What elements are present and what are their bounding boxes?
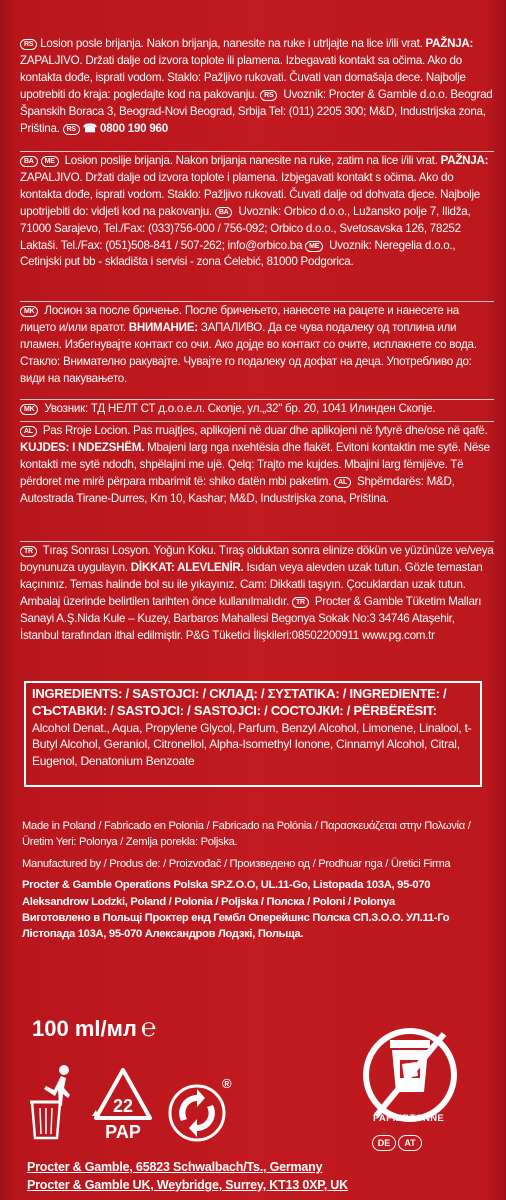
- section-tr: [20, 543, 494, 644]
- country-badge-rs: RS: [20, 39, 37, 50]
- ingredients-heading: INGREDIENTS: / SASTOJCI: / СКЛАД: / ΣΥΣΤΑΤΙΚΑ: / INGREDIENTE: / СЪСТАВКИ: / SASTOJCI: / SASTOJCI: / СОСТОЈКИ: / PËRBËRËSIT:: [32, 686, 447, 718]
- section-rs: [20, 36, 494, 137]
- green-dot-icon: [167, 1083, 227, 1143]
- divider-5: [20, 541, 494, 542]
- origin-text: Made in Poland / Fabricado en Polonia / Fabricado na Polónia / Παρασκευάζεται στην Πολωνία / Üretim Yeri: Polonya / Zemlja porekla: Poljska.: [22, 820, 471, 849]
- volume-text: 100 ml/мл: [32, 1016, 137, 1041]
- al-text-1: Pas Rroje Locion. Pas rruajtjes, aplikojeni në duar dhe aplikojeni në fytyrë dhe/ose në qafë.: [39, 424, 488, 437]
- manufacturing-info: [22, 818, 496, 943]
- al-text-2: Mbajeni larg nga nxehtësia dhe flakët. Evitoni kontaktin me sytë. Nëse kontakti me sytë ndodh, shpëlajini me ujë. Qelq: Trajto me kujdes. Mbajini larg fëmijëve. Të përdoret me mirë përpara mbarimit të: shiko datën mbi paketim.: [20, 440, 490, 488]
- tr-warning: DİKKAT: ALEVLENİR.: [130, 560, 244, 574]
- country-badge-tr-2: TR: [292, 597, 309, 608]
- manufacturer-address: Procter & Gamble Operations Polska SP.Z.O.O, UL.11-Go, Listopada 103A, 95-070 Aleksandrow Lodzki, Poland / Polonia / Poljska / Полска / Poloni / Polonya: [22, 879, 431, 908]
- rs-text-2: ZAPALJIVO. Držati dalje od izvora toplote ili plamena. Izbegavati kontakt sa očima. Ako do kontakta dođe, isprati vodom. Staklo: Pažljivo rukovati. Čuvati van domašaja dece. Najbolje upotrebiti do kraja: pogledajte kod na pakovanju.: [20, 53, 466, 101]
- country-badge-rs-3: RS: [63, 124, 80, 135]
- mk-warning: ВНИМАНИЕ:: [128, 320, 198, 334]
- country-badge-mk-2: MK: [20, 404, 38, 415]
- country-badge-al: AL: [20, 426, 37, 437]
- manufacturer-ua: Виготовлено в Польщі Проктер енд Гембл Оперейшнс Полска СП.З.О.О. УЛ.11-Го Лістопада 103А, 95-070 Александров Лодзкі, Польща.: [22, 912, 450, 941]
- rs-warning: PAŽNJA:: [425, 37, 474, 50]
- manufactured-by-text: Manufactured by / Produs de: / Proizvođač / Произведено од / Prodhuar nga / Üretici Firma: [22, 857, 451, 870]
- ba-text-1: Losion poslije brijanja. Nakon brijanja nanesite na ruke, zatim na lice i/ili vrat.: [61, 154, 441, 167]
- ba-text-2: ZAPALJIVO. Držati dalje od izvora toplote i plamena. Izbjegavati kontakt s očima. Ako do kontakta dođe, isprati vodom. Staklo: Pažljivo rukovati. Čuvati dalje od dohvata djece. Najbolje upotrijebiti do: vidjeti kod na pakovanju.: [20, 170, 480, 218]
- address-uk: Procter & Gamble UK, Weybridge, Surrey, KT13 0XP, UK: [27, 1178, 348, 1192]
- badge-de: DE: [372, 1135, 396, 1151]
- badge-at: AT: [398, 1135, 422, 1151]
- al-warning: KUJDES: I NDEZSHËM.: [20, 440, 145, 454]
- ingredients-text: [32, 686, 474, 770]
- divider-3: [20, 399, 494, 400]
- section-al: [20, 423, 494, 508]
- section-mk: [20, 303, 494, 388]
- papiertonne-label: PAPIERTONNE: [373, 1113, 445, 1124]
- country-badge-ba: BA: [20, 156, 38, 167]
- ba-text-4: Uvoznik: Neregelia d.o.o., Cetinjski put bb - skladišta i servisi - zona Ćelebić, 81000 Podgorica.: [20, 238, 456, 269]
- divider-2: [20, 301, 494, 302]
- estimate-sign: ℮: [140, 1012, 157, 1042]
- pap-number: 22: [112, 1096, 134, 1116]
- pap-label: PAP: [105, 1122, 141, 1142]
- ba-warning: PAŽNJA:: [440, 154, 489, 167]
- rs-text-1: Losion posle brijanja. Nakon brijanja, nanesite na ruke i utrljajte na lice i/ili vrat.: [40, 37, 426, 50]
- ingredients-box: [24, 681, 482, 787]
- country-badge-ba-2: BA: [215, 207, 233, 218]
- country-badge-me: ME: [41, 156, 59, 167]
- registered-mark: ®: [222, 1076, 232, 1091]
- mk-text-3: Увозник: ТД НЕЛТ СТ д.о.о.е.л. Скопје, ул.„32" бр. 20, 1041 Илинден Скопје.: [41, 402, 436, 415]
- divider-4: [20, 421, 494, 422]
- country-badge-rs-2: RS: [260, 90, 277, 101]
- section-mk-importer: [20, 401, 494, 418]
- divider-1: [20, 151, 494, 152]
- tidyman-icon: [26, 1062, 76, 1142]
- mk-text-2: ЗАПАЛИВО. Да се чува подалеку од топлина или пламен. Избегнувајте контакт со очи. Ако дојде во контакт со очите, исплакнете со вода. Стакло: Внимателно ракувајте. Чувајте го подалеку од дофат на деца. Употребливо до: види на пакувањето.: [20, 320, 477, 385]
- volume-label: [32, 1012, 156, 1043]
- country-badge-me-2: ME: [305, 241, 323, 252]
- section-ba-me: [20, 153, 494, 271]
- address-germany: Procter & Gamble, 65823 Schwalbach/Ts., Germany: [27, 1160, 323, 1174]
- rs-text-3: Uvoznik: Procter & Gamble d.o.o. Beograd Španskih Boraca 3, Beograd-Novi Beograd, Srbija Tel: (011) 2205 300; M&D, Industrijska zona, Priština.: [20, 87, 493, 135]
- mk-text-1: Лосион за после бричење. После бричењето, нанесете на рацете и нанесете на лицето и/или вратот.: [20, 304, 459, 334]
- tr-text-1: Tıraş Sonrası Losyon. Yoğun Koku. Tıraş olduktan sonra elinize dökün ve yüzünüze ve/veya boynunuza uygulayın.: [20, 544, 494, 574]
- country-badge-tr: TR: [20, 546, 37, 557]
- tr-text-2: Isıdan veya alevden uzak tutun. Gözle temastan kaçınınız. Temas halinde bol su ile yıkayınız. Cam: Dikkatli taşıyın. Çocuklardan uzak tutun. Ambalaj üzerinde belirtilen tarihten önce kullanılmalıdır.: [20, 560, 483, 608]
- rs-phone: ☎ 0800 190 960: [82, 121, 168, 135]
- ingredients-list: Alcohol Denat., Aqua, Propylene Glycol, Parfum, Benzyl Alcohol, Limonene, Linalool, t-Butyl Alcohol, Geraniol, Citronellol, Alpha-Isomethyl Ionone, Cinnamyl Alcohol, Citral, Eugenol, Denatonium Benzoate: [32, 720, 472, 769]
- al-text-3: Shpërndarës: M&D, Autostrada Tirane-Durres, Km 10, Kashar; M&D, Industrijska zona, Priština.: [20, 474, 455, 505]
- ba-text-3: Uvoznik: Orbico d.o.o., Lužansko polje 7, Ilidža, 71000 Sarajevo, Tel./Fax: (033)756-000 / 756-092; Orbico d.o.o., Svetosavska 126, 78252 Laktaši. Tel./Fax: (051)508-841 / 507-262; info@orbico.ba: [20, 204, 471, 252]
- country-badge-mk: MK: [20, 306, 38, 317]
- country-badge-al-2: AL: [334, 477, 351, 488]
- tr-text-3: Procter & Gamble Tüketim Malları Sanayi A.Ş.Nida Kule – Kuzey, Barbaros Mahallesi Begonya Sokak No:3 34746 Ataşehir, İstanbul tarafından ithal edilmiştir. P&G Tüketici İlişkileri:08502200911 www.pg.com.tr: [20, 594, 482, 642]
